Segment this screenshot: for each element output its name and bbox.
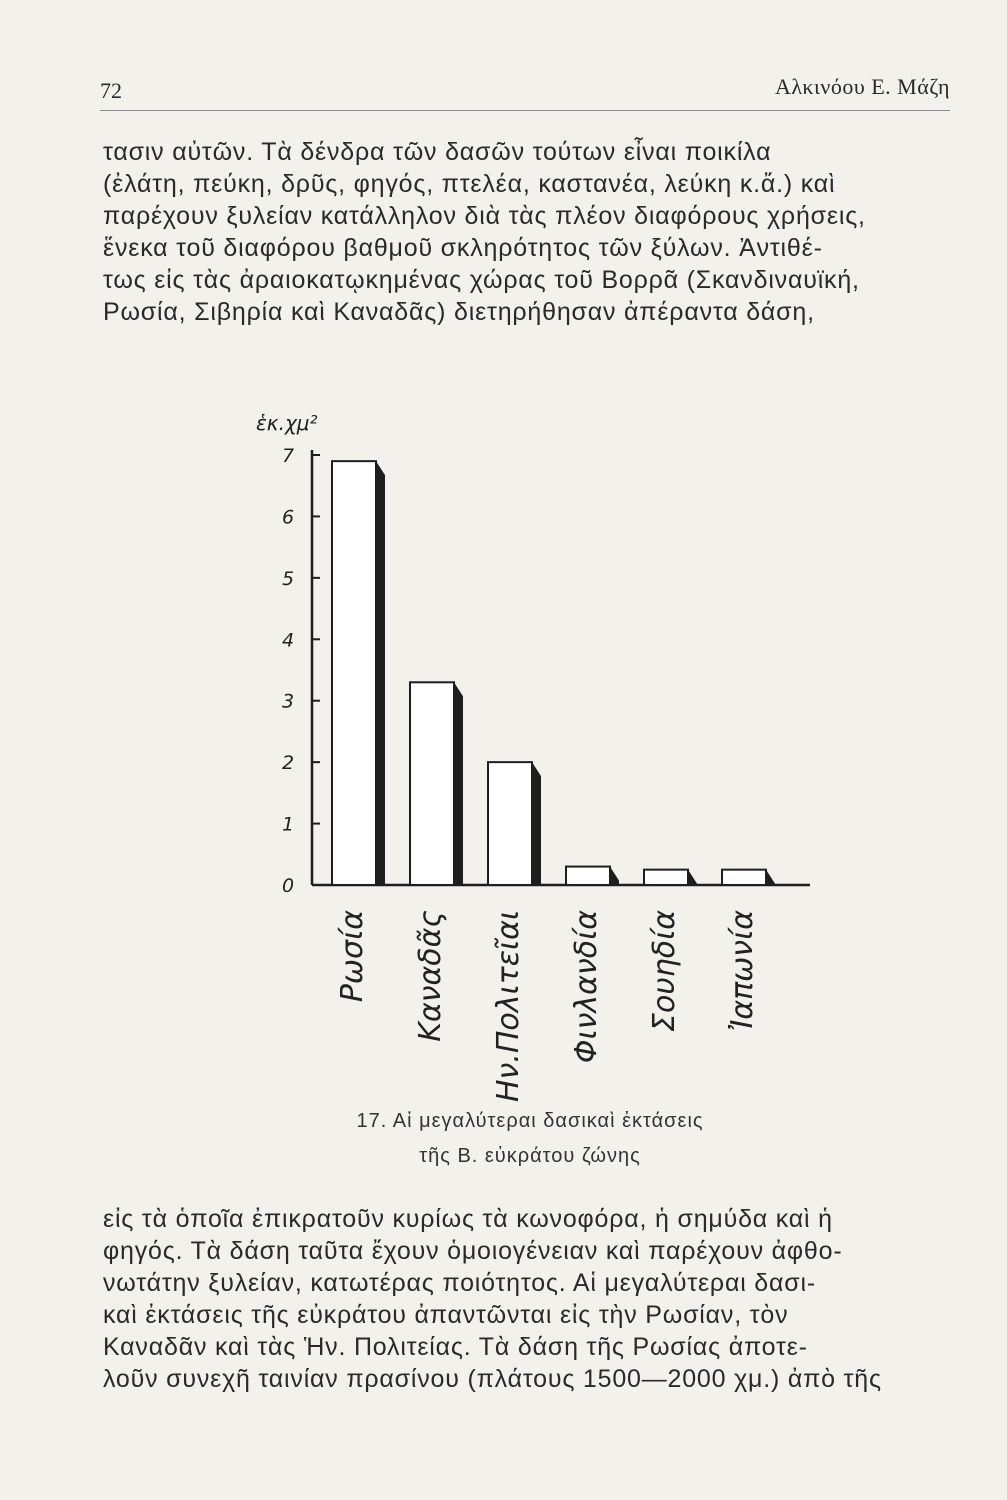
y-tick-label: 7 (281, 445, 295, 467)
x-category-label: Ρωσία (335, 910, 370, 1003)
paragraph-top (103, 136, 950, 328)
y-axis-label: ἑκ.χμ² (256, 411, 318, 435)
y-tick-label: 2 (281, 752, 295, 775)
running-title: Αλκινόου Ε. Μάζη (775, 74, 950, 99)
text-line: Ρωσία, Σιβηρία καὶ Καναδᾶς) διετηρήθησαν ἀπέραντα δάση, (103, 298, 815, 326)
x-category-label: Φινλανδία (569, 910, 604, 1064)
text-line: Καναδᾶν καὶ τὰς Ἡν. Πολιτείας. Τὰ δάση τῆς Ρωσίας ἀποτε- (103, 1333, 808, 1361)
bar-shadow (610, 867, 619, 885)
page-header (100, 70, 950, 111)
text-line: ἕνεκα τοῦ διαφόρου βαθμοῦ σκληρότητος τῶν ξύλων. Ἀντιθέ- (103, 234, 823, 262)
figure-caption-line-2: τῆς Β. εὐκράτου ζώνης (419, 1145, 641, 1167)
text-line: καὶ ἐκτάσεις τῆς εὐκράτου ἀπαντῶνται εἰς τὴν Ρωσίαν, τὸν (103, 1301, 789, 1329)
x-category-label: Καναδᾶς (413, 910, 448, 1042)
bar-shadow (532, 762, 541, 885)
y-tick-label: 3 (281, 690, 295, 713)
bar-shadow (454, 682, 463, 885)
text-line: φηγός. Τὰ δάση ταῦτα ἔχουν ὁμοιογένειαν καὶ παρέχουν ἀφθο- (103, 1237, 843, 1265)
bar (644, 870, 688, 885)
bar (566, 867, 610, 885)
y-tick-label: 4 (281, 629, 295, 652)
y-tick-label: 0 (281, 875, 295, 897)
text-line: (ἐλάτη, πεύκη, δρῦς, φηγός, πτελέα, καστανέα, λεύκη κ.ἄ.) καὶ (103, 170, 836, 198)
chart-svg (240, 405, 840, 1105)
text-line: εἰς τὰ ὁποῖα ἐπικρατοῦν κυρίως τὰ κωνοφόρα, ἡ σημύδα καὶ ἡ (103, 1205, 833, 1233)
page-number: 72 (100, 78, 122, 103)
figure-caption-line-1: 17. Αἱ μεγαλύτεραι δασικαὶ ἐκτάσεις (356, 1110, 704, 1132)
bar (488, 762, 532, 885)
x-category-label: Ἰαπωνία (725, 910, 760, 1032)
text-line: νωτάτην ξυλείαν, κατωτέρας ποιότητος. Αἱ μεγαλύτεραι δασι- (103, 1269, 816, 1297)
bar (332, 461, 376, 885)
text-line: τως εἰς τὰς ἀραιοκατῳκημένας χώρας τοῦ Βορρᾶ (Σκανδιναυϊκή, (103, 266, 860, 294)
y-tick-label: 1 (281, 813, 295, 836)
bar-shadow (688, 870, 697, 885)
bar (722, 870, 766, 885)
text-line: παρέχουν ξυλείαν κατάλληλον διὰ τὰς πλέον διαφόρους χρήσεις, (103, 202, 866, 230)
x-category-label: Σουηδία (647, 910, 682, 1032)
y-tick-label: 5 (281, 567, 295, 590)
x-category-label: Ην.Πολιτεῖαι (491, 910, 526, 1103)
bar (410, 682, 454, 885)
y-tick-label: 6 (281, 506, 295, 529)
bar-shadow (376, 461, 385, 885)
paragraph-bottom (103, 1203, 950, 1395)
text-line: λοῦν συνεχῆ ταινίαν πρασίνου (πλάτους 1500—2000 χμ.) ἀπὸ τῆς (103, 1365, 882, 1393)
text-line: τασιν αὐτῶν. Τὰ δένδρα τῶν δασῶν τούτων εἶναι ποικίλα (103, 138, 772, 166)
bar-shadow (766, 870, 775, 885)
forest-area-bar-chart (240, 405, 840, 1105)
